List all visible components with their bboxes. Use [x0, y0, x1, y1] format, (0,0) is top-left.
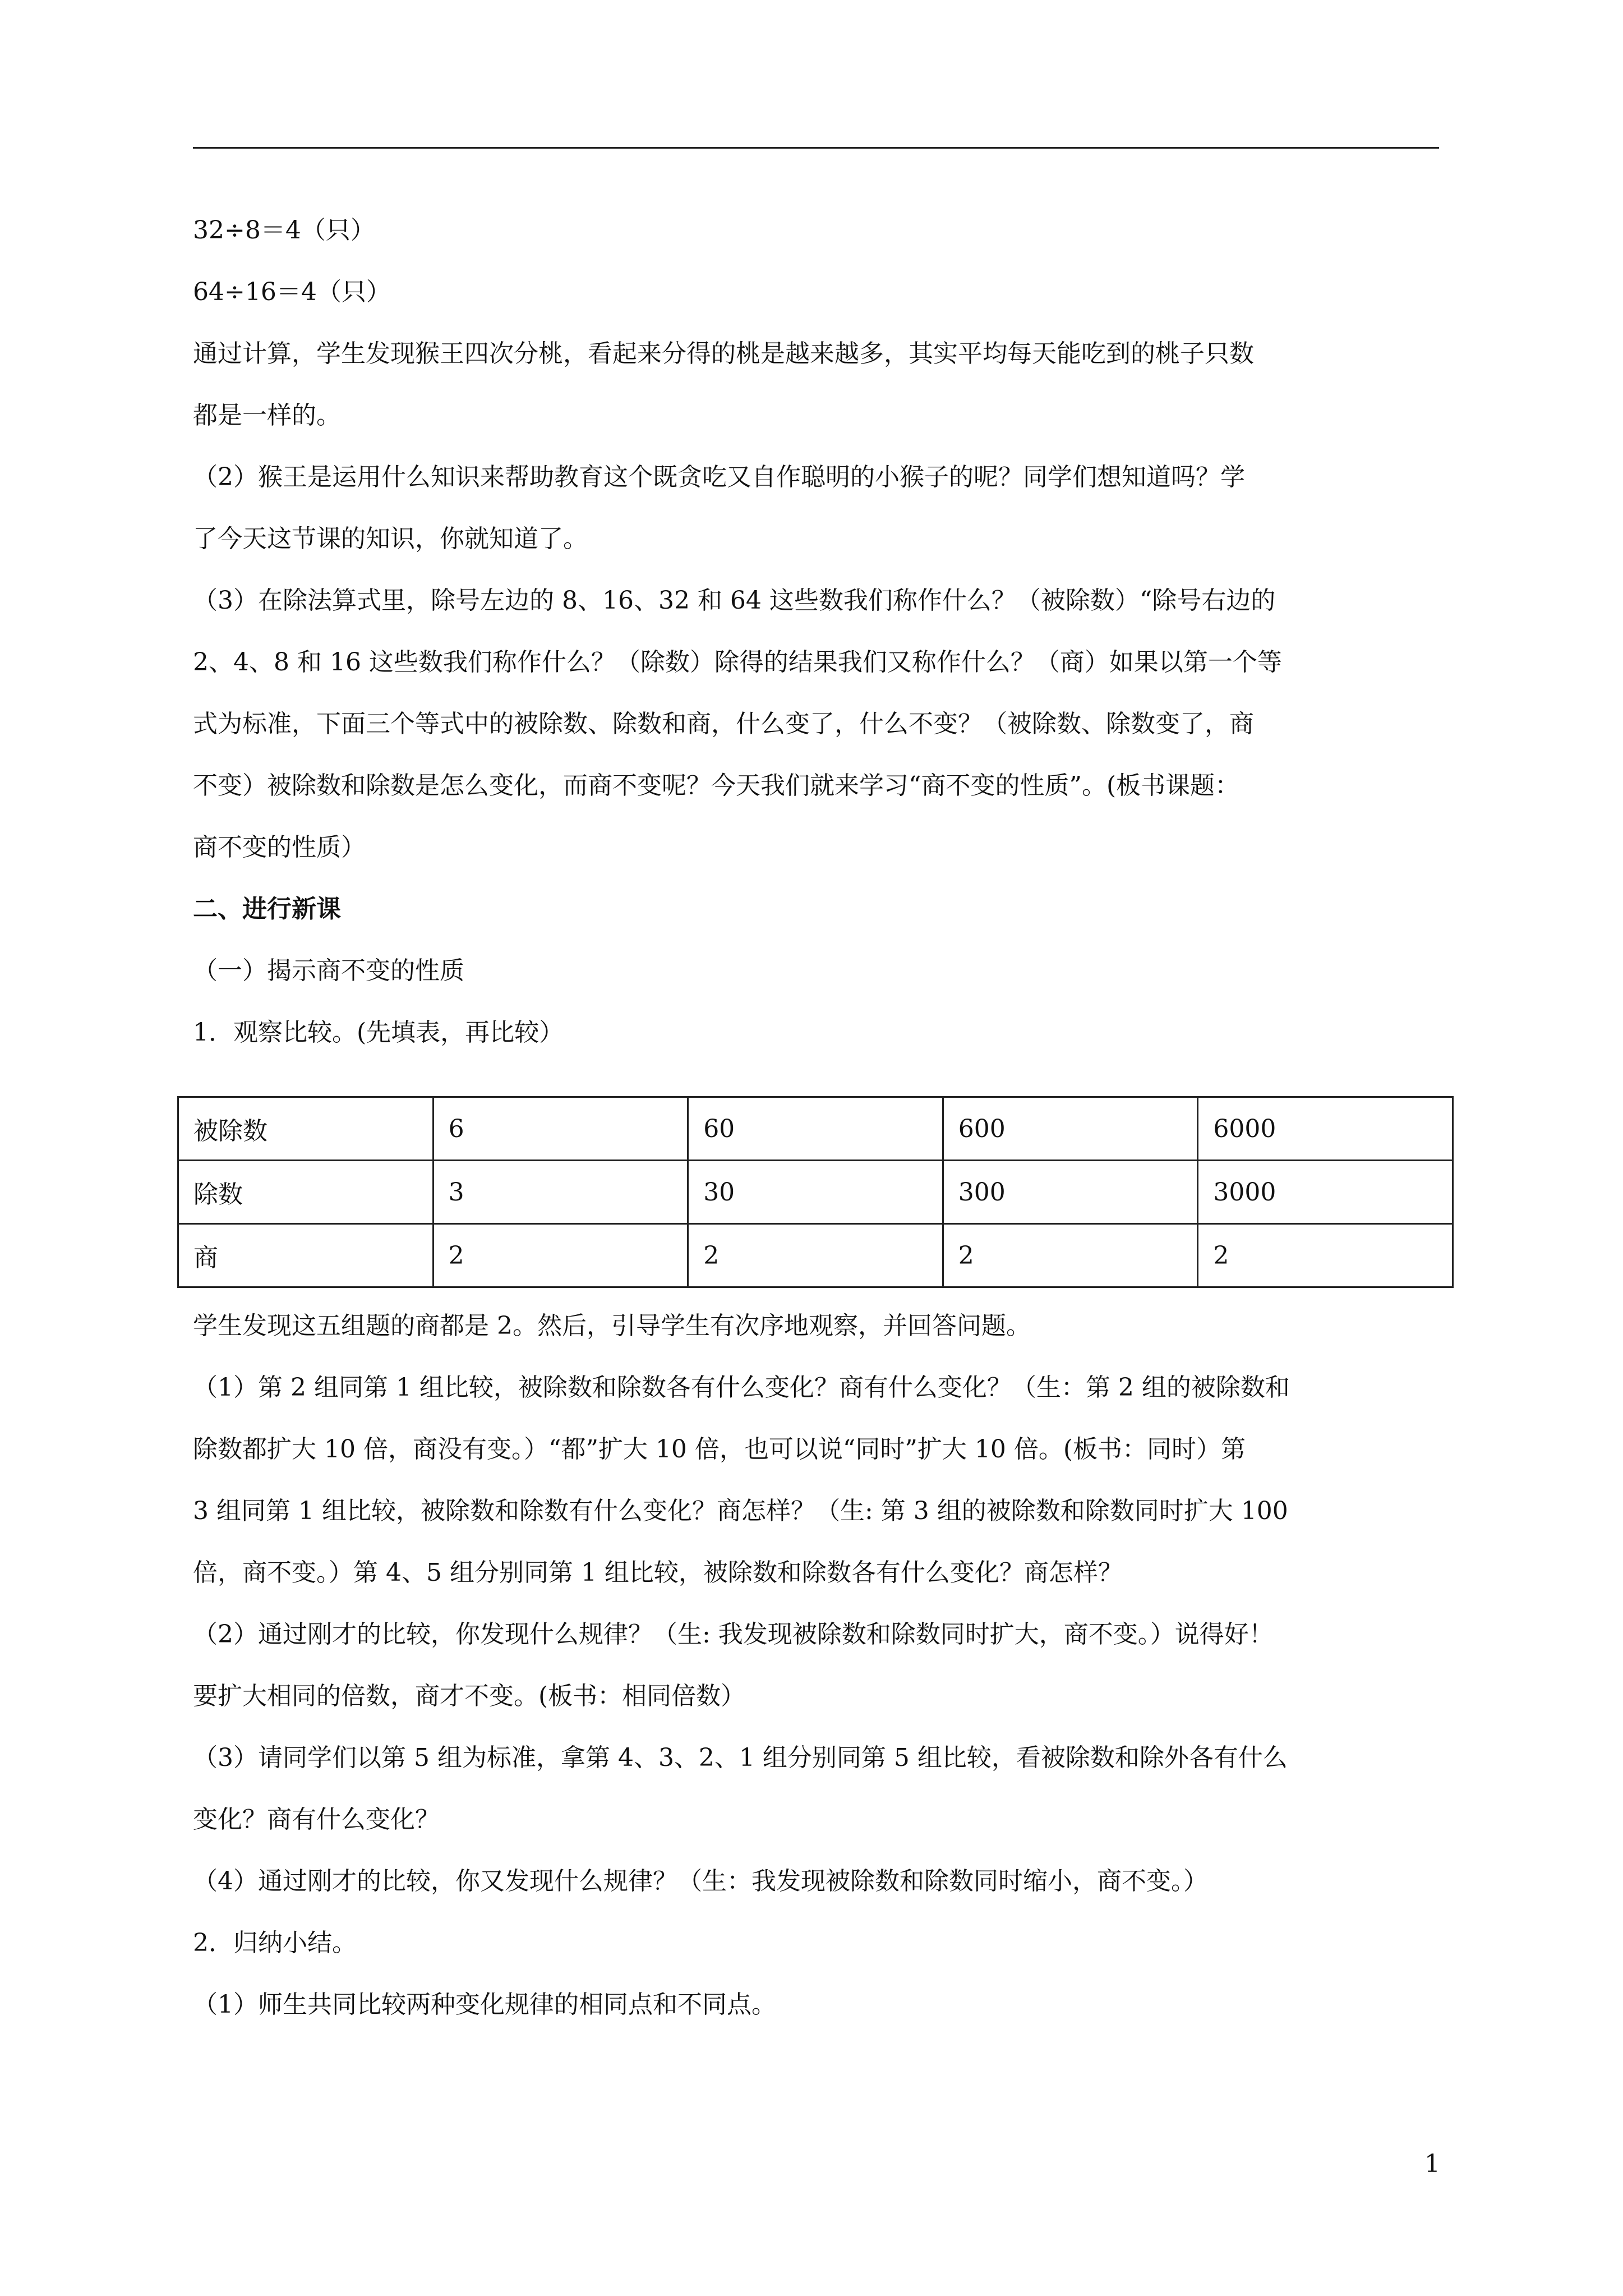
section-heading: 二、进行新课 — [193, 895, 341, 923]
step-heading: 2．归纳小结。 — [193, 1929, 357, 1957]
comparison-table — [177, 1096, 1454, 1288]
equation-line: 32÷8＝4（只） — [193, 216, 375, 245]
paragraph-line: 除数都扩大 10 倍，商没有变。）“都”扩大 10 倍，也可以说“同时”扩大 10 倍。(板书：同时）第 — [193, 1435, 1246, 1464]
paragraph-line: 2、4、8 和 16 这些数我们称作什么？（除数）除得的结果我们又称作什么？（商）如果以第一个等 — [193, 648, 1282, 677]
paragraph-line: （2）通过刚才的比较，你发现什么规律？（生: 我发现被除数和除数同时扩大，商不变。）说得好！ — [193, 1620, 1274, 1649]
paragraph-line: 式为标准，下面三个等式中的被除数、除数和商，什么变了，什么不变？（被除数、除数变了，商 — [193, 710, 1254, 738]
paragraph-line: 要扩大相同的倍数，商才不变。(板书：相同倍数） — [193, 1682, 746, 1710]
paragraph-line: （3）在除法算式里，除号左边的 8、16、32 和 64 这些数我们称作什么？（被除数）“除号右边的 — [193, 586, 1276, 615]
table-cell: 6000 — [1198, 1097, 1453, 1161]
paragraph-line: 3 组同第 1 组比较，被除数和除数有什么变化？商怎样？（生: 第 3 组的被除数和除数同时扩大 100 — [193, 1497, 1288, 1525]
header-rule — [193, 147, 1439, 149]
paragraph-line: 倍，商不变。）第 4、5 组分别同第 1 组比较，被除数和除数各有什么变化？商怎样？ — [193, 1558, 1123, 1587]
table-cell: 被除数 — [178, 1097, 434, 1161]
table-cell: 60 — [688, 1097, 943, 1161]
table-row — [178, 1161, 1453, 1224]
paragraph-line: （4）通过刚才的比较，你又发现什么规律？（生：我发现被除数和除数同时缩小，商不变。） — [193, 1867, 1208, 1895]
paragraph-line: 商不变的性质） — [193, 833, 366, 862]
paragraph-line: 都是一样的。 — [193, 401, 341, 430]
table-cell: 2 — [943, 1224, 1198, 1287]
paragraph-line: 变化？商有什么变化？ — [193, 1805, 440, 1834]
paragraph-line: 通过计算，学生发现猴王四次分桃，看起来分得的桃是越来越多，其实平均每天能吃到的桃子只数 — [193, 339, 1254, 368]
page-number: 1 — [1424, 2150, 1440, 2178]
table-cell: 600 — [943, 1097, 1198, 1161]
paragraph-line: 学生发现这五组题的商都是 2。然后，引导学生有次序地观察，并回答问题。 — [193, 1312, 1031, 1340]
paragraph-line: （3）请同学们以第 5 组为标准，拿第 4、3、2、1 组分别同第 5 组比较，看被除数和除外各有什么 — [193, 1743, 1288, 1772]
table-cell: 3000 — [1198, 1161, 1453, 1224]
table-cell: 2 — [688, 1224, 943, 1287]
paragraph-line: （1）第 2 组同第 1 组比较，被除数和除数各有什么变化？商有什么变化？（生：第 2 组的被除数和 — [193, 1373, 1290, 1402]
equation-line: 64÷16＝4（只） — [193, 278, 391, 306]
paragraph-line: （1）师生共同比较两种变化规律的相同点和不同点。 — [193, 1990, 776, 2019]
table-cell: 300 — [943, 1161, 1198, 1224]
table-cell: 除数 — [178, 1161, 434, 1224]
paragraph-line: 不变）被除数和除数是怎么变化，而商不变呢？今天我们就来学习“商不变的性质”。(板书课题： — [193, 771, 1240, 800]
table-cell: 商 — [178, 1224, 434, 1287]
table-cell: 3 — [433, 1161, 688, 1224]
subsection-heading: （一）揭示商不变的性质 — [193, 956, 464, 985]
table-cell: 30 — [688, 1161, 943, 1224]
table-cell: 2 — [1198, 1224, 1453, 1287]
table-row — [178, 1224, 1453, 1287]
step-heading: 1．观察比较。(先填表，再比较） — [193, 1018, 564, 1047]
table-row — [178, 1097, 1453, 1161]
paragraph-line: 了今天这节课的知识，你就知道了。 — [193, 524, 588, 553]
table-cell: 2 — [433, 1224, 688, 1287]
paragraph-line: （2）猴王是运用什么知识来帮助教育这个既贪吃又自作聪明的小猴子的呢？同学们想知道吗？学 — [193, 463, 1245, 491]
table-cell: 6 — [433, 1097, 688, 1161]
